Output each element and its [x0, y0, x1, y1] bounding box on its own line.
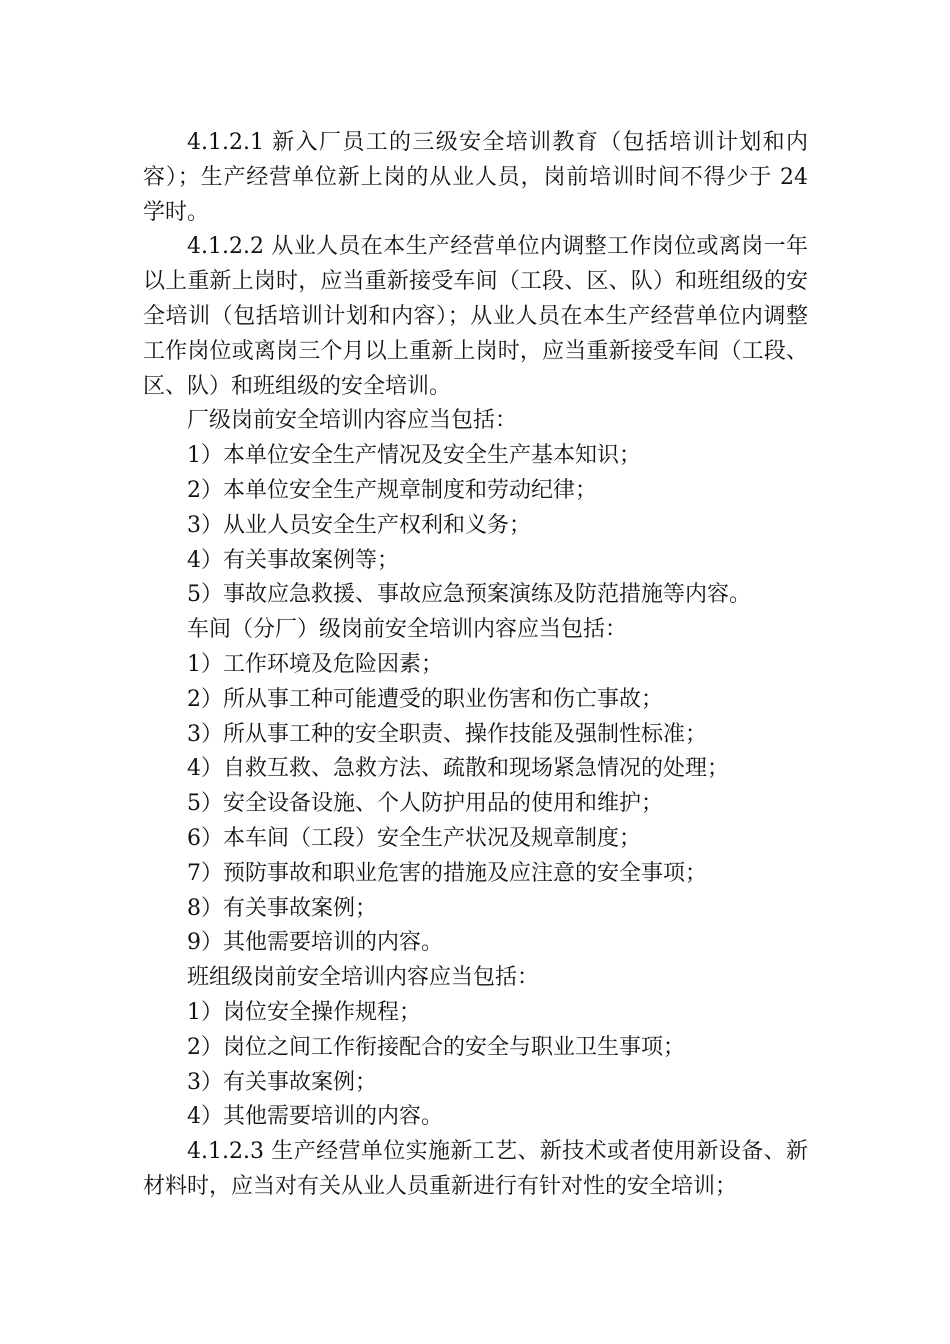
document-body — [143, 126, 808, 1205]
list-item: 2）本单位安全生产规章制度和劳动纪律； — [187, 477, 597, 503]
list-item: 4）自救互救、急救方法、疏散和现场紧急情况的处理； — [187, 756, 729, 782]
list-item: 6）本车间（工段）安全生产状况及规章制度； — [187, 825, 641, 851]
list-item: 7）预防事故和职业危害的措施及应注意的安全事项； — [187, 860, 707, 886]
list-item: 2）岗位之间工作衔接配合的安全与职业卫生事项； — [187, 1034, 685, 1060]
list-item: 1）岗位安全操作规程； — [187, 999, 421, 1025]
team-level-heading: 班组级岗前安全培训内容应当包括： — [187, 965, 540, 991]
list-item: 8）有关事故案例； — [187, 895, 377, 921]
list-item: 4）有关事故案例等； — [187, 547, 399, 573]
list-item: 9）其他需要培训的内容。 — [187, 930, 443, 956]
workshop-level-heading: 车间（分厂）级岗前安全培训内容应当包括： — [187, 617, 628, 643]
factory-level-heading: 厂级岗前安全培训内容应当包括： — [187, 408, 518, 434]
paragraph-4-1-2-1: 4.1.2.1 新入厂员工的三级安全培训教育（包括培训计划和内容）；生产经营单位新上岗的从业人员，岗前培训时间不得少于 24 学时。 — [143, 130, 808, 225]
list-item: 3）从业人员安全生产权利和义务； — [187, 512, 531, 538]
list-item: 3）有关事故案例； — [187, 1069, 377, 1095]
list-item: 2）所从事工种可能遭受的职业伤害和伤亡事故； — [187, 686, 663, 712]
list-item: 5）安全设备设施、个人防护用品的使用和维护； — [187, 791, 663, 817]
list-item: 5）事故应急救援、事故应急预案演练及防范措施等内容。 — [187, 582, 751, 608]
paragraph-4-1-2-2: 4.1.2.2 从业人员在本生产经营单位内调整工作岗位或离岗一年以上重新上岗时，应当重新接受车间（工段、区、队）和班组级的安全培训（包括培训计划和内容）；从业人员在本生产经营单位内调整工作岗位或离岗三个月以上重新上岗时，应当重新接受车间（工段、区、队）和班组级的安全培训。 — [143, 234, 808, 399]
list-item: 3）所从事工种的安全职责、操作技能及强制性标准； — [187, 721, 707, 747]
paragraph-4-1-2-3: 4.1.2.3 生产经营单位实施新工艺、新技术或者使用新设备、新材料时，应当对有关从业人员重新进行有针对性的安全培训； — [143, 1139, 808, 1199]
list-item: 1）本单位安全生产情况及安全生产基本知识； — [187, 443, 641, 469]
list-item: 1）工作环境及危险因素； — [187, 651, 443, 677]
list-item: 4）其他需要培训的内容。 — [187, 1104, 443, 1130]
